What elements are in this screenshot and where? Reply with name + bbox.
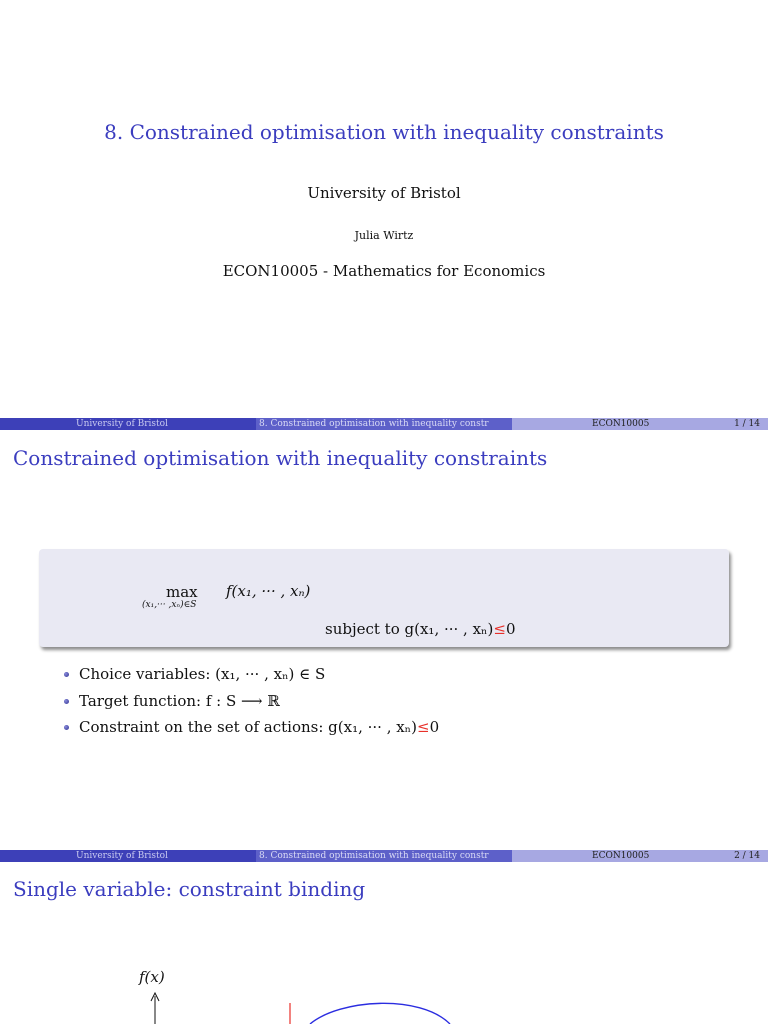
presentation-title: 8. Constrained optimisation with inequality constraints xyxy=(104,120,664,144)
bullet-icon xyxy=(64,725,69,730)
slide-footer xyxy=(0,850,768,862)
objective-text: f(x₁, ··· , xₙ) xyxy=(226,582,311,600)
bullet-icon xyxy=(64,672,69,677)
list-item xyxy=(60,665,439,692)
list-item xyxy=(60,692,439,719)
title-slide xyxy=(0,0,768,416)
institution: University of Bristol xyxy=(307,184,461,202)
footer-course: ECON10005 xyxy=(592,851,650,861)
frame-title: Single variable: constraint binding xyxy=(13,877,366,901)
bullet-leq: ≤ xyxy=(417,718,430,736)
definition-slide xyxy=(0,432,768,848)
frame-title: Constrained optimisation with inequality constraints xyxy=(13,446,548,470)
function-curve xyxy=(310,1003,450,1024)
footer-title: 8. Constrained optimisation with inequality constr xyxy=(256,418,512,430)
max-subscript: (x₁,··· ,xₙ)∈S xyxy=(142,600,197,610)
footer-course: ECON10005 xyxy=(592,419,650,429)
bullet-rhs: 0 xyxy=(429,718,440,736)
slide-footer xyxy=(0,418,768,430)
constraint-rhs: 0 xyxy=(505,620,516,638)
footer-page-number: 1 / 14 xyxy=(734,419,760,429)
list-item xyxy=(60,718,439,745)
author: Julia Wirtz xyxy=(354,229,414,242)
course-name: ECON10005 - Mathematics for Economics xyxy=(222,262,546,280)
footer-institution: University of Bristol xyxy=(0,418,256,430)
footer-institution: University of Bristol xyxy=(0,850,256,862)
bullet-icon xyxy=(64,699,69,704)
bullet-text: Constraint on the set of actions: g(x₁, ··· , xₙ) xyxy=(79,718,418,736)
max-operator: max xyxy=(166,583,198,601)
bullet-text: Target function: f : S ⟶ ℝ xyxy=(79,691,280,710)
objective-function xyxy=(226,582,310,600)
constraint-leq: ≤ xyxy=(493,620,506,638)
footer-course-block xyxy=(512,850,768,862)
function-graph xyxy=(0,864,768,1024)
constraint-line xyxy=(325,620,516,638)
constraint-prefix: subject to g(x₁, ··· , xₙ) xyxy=(325,620,494,638)
y-axis-label: f(x) xyxy=(139,968,165,986)
footer-title: 8. Constrained optimisation with inequality constr xyxy=(256,850,512,862)
graph-slide xyxy=(0,864,768,1024)
bullet-text: Choice variables: (x₁, ··· , xₙ) ∈ S xyxy=(79,665,326,683)
bullet-list xyxy=(60,665,439,745)
footer-course-block xyxy=(512,418,768,430)
footer-page-number: 2 / 14 xyxy=(734,851,760,861)
